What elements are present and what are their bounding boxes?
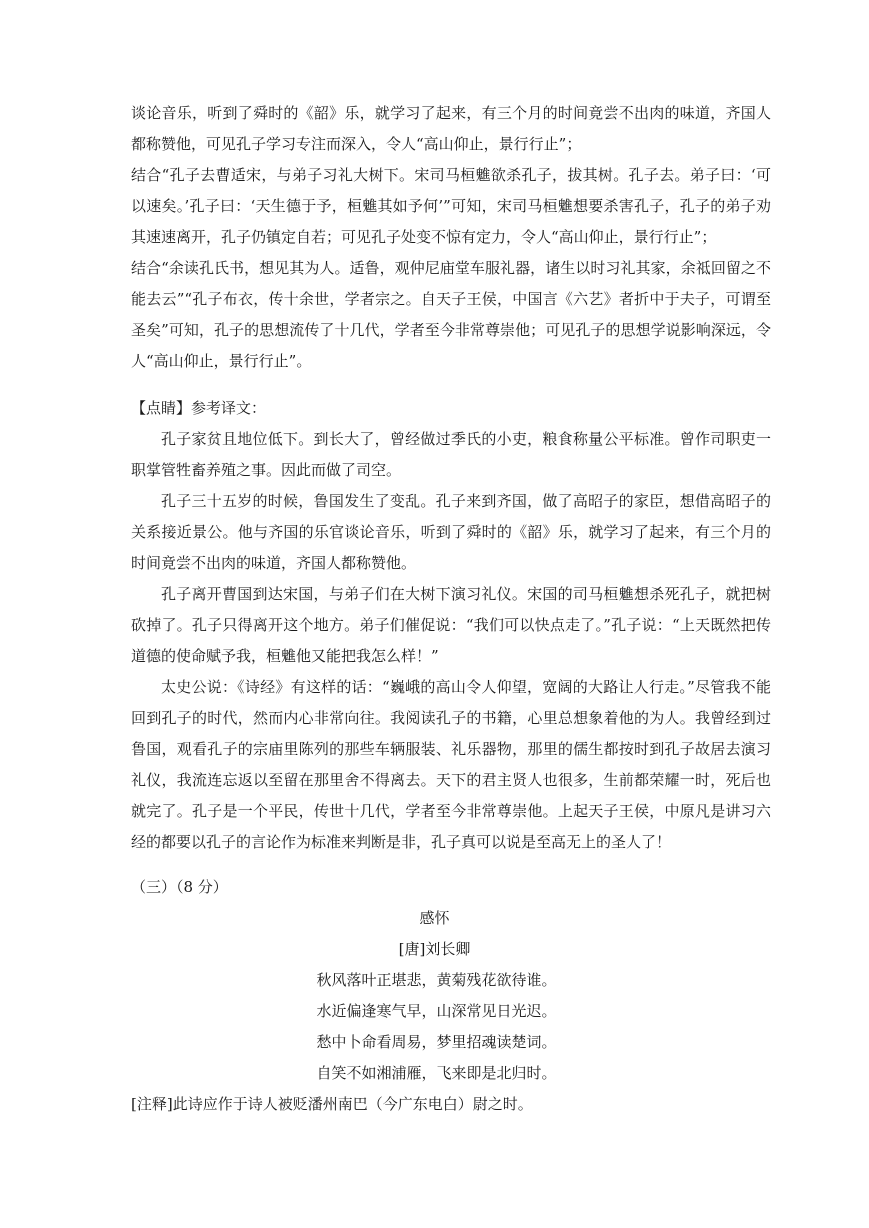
poem-line: 愁中卜命看周易，梦里招魂读楚词。 (316, 1033, 557, 1051)
translation-paragraph: 太史公说：《诗经》有这样的话：“巍峨的高山令人仰望，宽阔的大路让人行走。”尽管我不能回到孔子的时代，然而内心非常向往。我阅读孔子的书籍，心里总想象着他的为人。我曾经到过鲁国，观看孔子的宗庙里陈列的那些车辆服装、礼乐器物，那里的儒生都按时到孔子故居去演习礼仪，我流连忘返以至留在那里舍不得离去。天下的君主贤人也很多，生前都荣耀一时，死后也就完了。孔子是一个平民，传世十几代，学者至今非常尊崇他。上起天子王侯，中原凡是讲习六经的都要以孔子的言论作为标准来判断是非，孔子真可以说是至高无上的圣人了！ (131, 678, 771, 851)
translation-paragraph: 孔子家贫且地位低下。到长大了，曾经做过季氏的小吏，粮食称量公平标准。曾作司职吏一职掌管牲畜养殖之事。因此而做了司空。 (131, 430, 771, 479)
poem-line: 自笑不如湘浦雁，飞来即是北归时。 (316, 1064, 557, 1082)
poem-footnote: [注释]此诗应作于诗人被贬潘州南巴（今广东电白）尉之时。 (131, 1095, 533, 1113)
poem-line: 秋风落叶正堪悲，黄菊残花欲待谁。 (316, 971, 557, 989)
analysis-section (131, 98, 771, 377)
analysis-paragraph: 结合“孔子去曹适宋，与弟子习礼大树下。宋司马桓魋欲杀孔子，拔其树。孔子去。弟子曰：‘可以速矣。’孔子曰：‘天生德于予，桓魋其如予何’”可知，宋司马桓魋想要杀害孔子，孔子的弟子劝其速速离开，孔子仍镇定自若；可见孔子处变不惊有定力，令人“高山仰止，景行行止”； (131, 166, 771, 246)
poem (0, 903, 869, 1089)
analysis-paragraph: 谈论音乐，听到了舜时的《韶》乐，就学习了起来，有三个月的时间竟尝不出肉的味道，齐国人都称赞他，可见孔子学习专注而深入，令人“高山仰止，景行行止”； (131, 104, 771, 153)
poem-author: [唐]刘长卿 (398, 940, 471, 958)
analysis-paragraph: 结合“余读孔氏书，想见其为人。适鲁，观仲尼庙堂车服礼器，诸生以时习礼其家，余祗回留之不能去云”“孔子布衣，传十余世，学者宗之。自天子王侯，中国言《六艺》者折中于夫子，可谓至圣矣”可知，孔子的思想流传了十几代，学者至今非常尊崇他；可见孔子的思想学说影响深远，令人“高山仰止，景行行止”。 (131, 259, 771, 370)
section-label: （三）（8 分） (131, 878, 228, 896)
poem-title: 感怀 (419, 909, 450, 927)
translation-paragraph: 孔子三十五岁的时候，鲁国发生了变乱。孔子来到齐国，做了高昭子的家臣，想借高昭子的关系接近景公。他与齐国的乐官谈论音乐，听到了舜时的《韶》乐，就学习了起来，有三个月的时间竟尝不出肉的味道，齐国人都称赞他。 (131, 492, 771, 572)
translation-section (131, 424, 771, 858)
note-heading-text: 【点睛】参考译文： (131, 399, 267, 417)
poem-line: 水近偏逢寒气早，山深常见日光迟。 (316, 1002, 557, 1020)
note-heading (131, 393, 771, 424)
translation-paragraph: 孔子离开曹国到达宋国，与弟子们在大树下演习礼仪。宋国的司马桓魋想杀死孔子，就把树砍掉了。孔子只得离开这个地方。弟子们催促说：“我们可以快点走了。”孔子说：“上天既然把传道德的使命赋予我，桓魋他又能把我怎么样！” (131, 585, 771, 665)
